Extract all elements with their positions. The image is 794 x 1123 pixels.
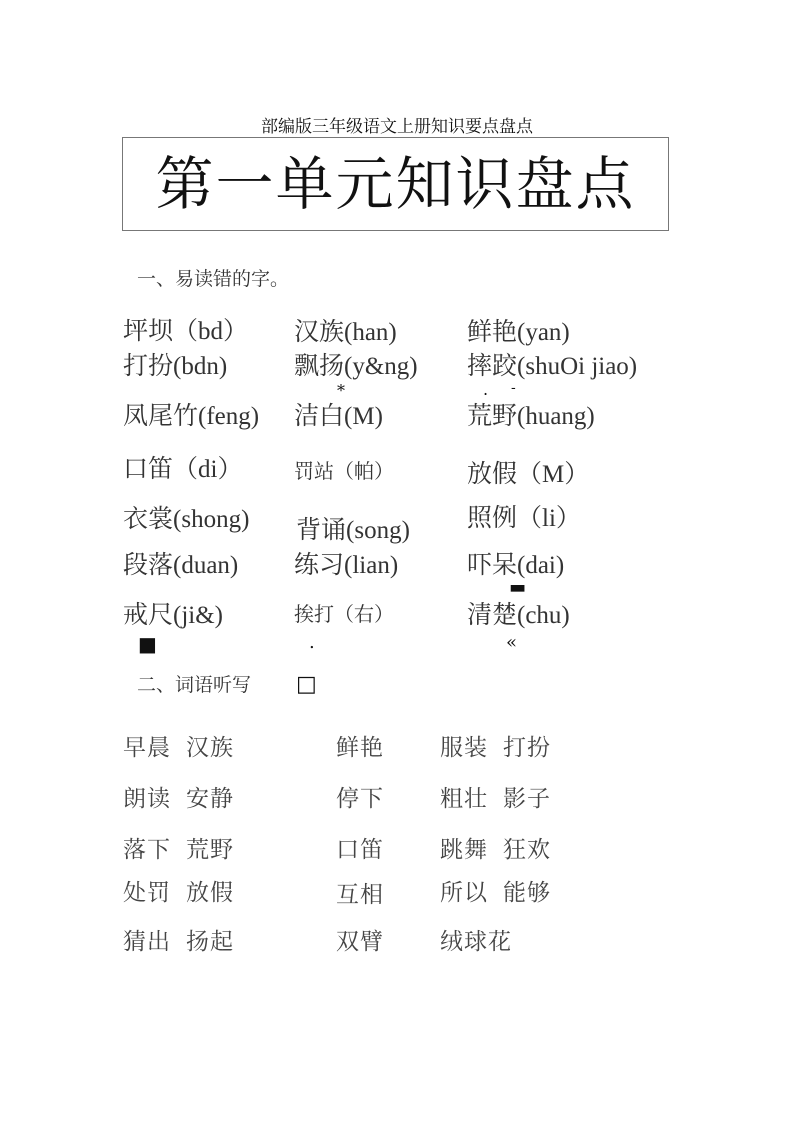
dictation-word: 狂欢 bbox=[503, 837, 551, 863]
misread-pinyin: (lian) bbox=[344, 552, 399, 579]
dictation-word: 停下 bbox=[336, 786, 384, 812]
dictation-word: 鲜艳 bbox=[336, 735, 384, 761]
section-dictation-heading: 二、词语听写 bbox=[137, 674, 252, 696]
misread-pinyin: (song) bbox=[346, 517, 410, 544]
dictation-word: 打扮 bbox=[503, 735, 551, 761]
misread-item bbox=[123, 449, 242, 485]
misread-chars: 坪坝 bbox=[123, 316, 174, 345]
dictation-word: 朗读 bbox=[123, 786, 171, 812]
title-box bbox=[122, 137, 669, 231]
misread-chars: 照例 bbox=[467, 503, 518, 532]
misread-pinyin: (shong) bbox=[173, 506, 250, 533]
stray-mark: □ bbox=[296, 672, 317, 697]
misread-item bbox=[123, 595, 223, 631]
misread-item bbox=[467, 498, 581, 534]
misread-pinyin: （右） bbox=[334, 604, 394, 626]
misread-pinyin: (shuOi jiao) bbox=[517, 353, 638, 380]
misread-item bbox=[123, 396, 259, 432]
dictation-word: 处罚 bbox=[123, 880, 171, 906]
misread-item bbox=[123, 499, 249, 535]
stray-mark: - bbox=[511, 380, 516, 396]
misread-chars: 摔跤 bbox=[467, 351, 518, 380]
stray-mark: ■ bbox=[138, 632, 157, 656]
misread-item bbox=[294, 312, 397, 348]
misread-pinyin: (bdn) bbox=[173, 353, 228, 380]
misread-pinyin: (han) bbox=[344, 319, 397, 346]
misread-pinyin: (chu) bbox=[517, 602, 570, 629]
misread-pinyin: (ji&) bbox=[173, 602, 224, 629]
dictation-word: 放假 bbox=[186, 880, 234, 906]
dictation-word: 影子 bbox=[503, 786, 551, 812]
misread-chars: 衣裳 bbox=[123, 504, 174, 533]
misread-chars: 戒尺 bbox=[123, 600, 174, 629]
dictation-word: 早晨 bbox=[123, 735, 171, 761]
dictation-word: 汉族 bbox=[186, 735, 234, 761]
misread-chars: 洁白 bbox=[294, 401, 345, 430]
misread-item bbox=[294, 598, 394, 627]
misread-chars: 清楚 bbox=[467, 600, 518, 629]
misread-pinyin: (huang) bbox=[517, 403, 595, 430]
misread-chars: 鲜艳 bbox=[467, 317, 518, 346]
page-title: 第一单元知识盘点 bbox=[155, 150, 636, 218]
misread-item bbox=[467, 346, 637, 382]
dictation-word: 口笛 bbox=[336, 837, 384, 863]
stray-mark: . bbox=[483, 380, 489, 399]
misread-chars: 放假 bbox=[467, 459, 518, 488]
misread-pinyin: (y&ng) bbox=[344, 353, 418, 380]
misread-pinyin: （bd） bbox=[173, 318, 249, 345]
misread-item bbox=[296, 510, 410, 546]
misread-chars: 练习 bbox=[294, 550, 345, 579]
misread-chars: 荒野 bbox=[467, 401, 518, 430]
misread-pinyin: （帕） bbox=[334, 461, 394, 483]
misread-pinyin: (yan) bbox=[517, 319, 570, 346]
misread-item bbox=[467, 545, 564, 581]
dictation-word: 跳舞 bbox=[440, 837, 488, 863]
dictation-word: 互相 bbox=[336, 882, 384, 908]
stray-mark: . bbox=[309, 632, 315, 653]
misread-item bbox=[467, 396, 595, 432]
misread-chars: 挨打 bbox=[294, 602, 334, 626]
misread-chars: 凤尾竹 bbox=[123, 401, 199, 430]
dictation-word: 扬起 bbox=[186, 929, 234, 955]
misread-item bbox=[467, 595, 570, 631]
misread-item bbox=[123, 311, 248, 347]
dictation-word: 所以 bbox=[440, 880, 488, 906]
misread-item bbox=[294, 396, 383, 432]
misread-pinyin: (dai) bbox=[517, 552, 565, 579]
dictation-word: 能够 bbox=[503, 880, 551, 906]
misread-chars: 罚站 bbox=[294, 459, 334, 483]
dictation-word: 绒球花 bbox=[440, 929, 512, 955]
dictation-word: 安静 bbox=[186, 786, 234, 812]
misread-item bbox=[294, 545, 398, 581]
stray-mark: « bbox=[506, 632, 518, 653]
misread-chars: 打扮 bbox=[123, 351, 174, 380]
dictation-word: 服装 bbox=[440, 735, 488, 761]
dictation-word: 荒野 bbox=[186, 837, 234, 863]
misread-chars: 吓呆 bbox=[467, 550, 518, 579]
misread-item bbox=[467, 454, 589, 490]
misread-pinyin: (feng) bbox=[198, 403, 260, 430]
misread-pinyin: （li） bbox=[517, 505, 581, 532]
misread-chars: 汉族 bbox=[294, 317, 345, 346]
dictation-word: 粗壮 bbox=[440, 786, 488, 812]
misread-item bbox=[294, 455, 394, 484]
misread-chars: 段落 bbox=[123, 550, 174, 579]
misread-pinyin: （di） bbox=[173, 456, 243, 483]
misread-chars: 背诵 bbox=[296, 515, 347, 544]
misread-item bbox=[294, 346, 418, 382]
misread-item bbox=[123, 346, 227, 382]
misread-chars: 口笛 bbox=[123, 454, 174, 483]
section-misread-heading: 一、易读错的字。 bbox=[137, 268, 290, 290]
dictation-word: 双臂 bbox=[336, 929, 384, 955]
misread-pinyin: (M) bbox=[344, 403, 383, 430]
stray-mark: ▬ bbox=[509, 577, 527, 598]
misread-item bbox=[467, 312, 570, 348]
misread-chars: 飘扬 bbox=[294, 351, 345, 380]
misread-item bbox=[123, 545, 238, 581]
misread-pinyin: （M） bbox=[517, 461, 590, 488]
dictation-word: 落下 bbox=[123, 837, 171, 863]
dictation-word: 猜出 bbox=[123, 929, 171, 955]
misread-pinyin: (duan) bbox=[173, 552, 239, 579]
document-header: 部编版三年级语文上册知识要点盘点 bbox=[261, 117, 533, 137]
stray-mark: * bbox=[337, 381, 345, 400]
